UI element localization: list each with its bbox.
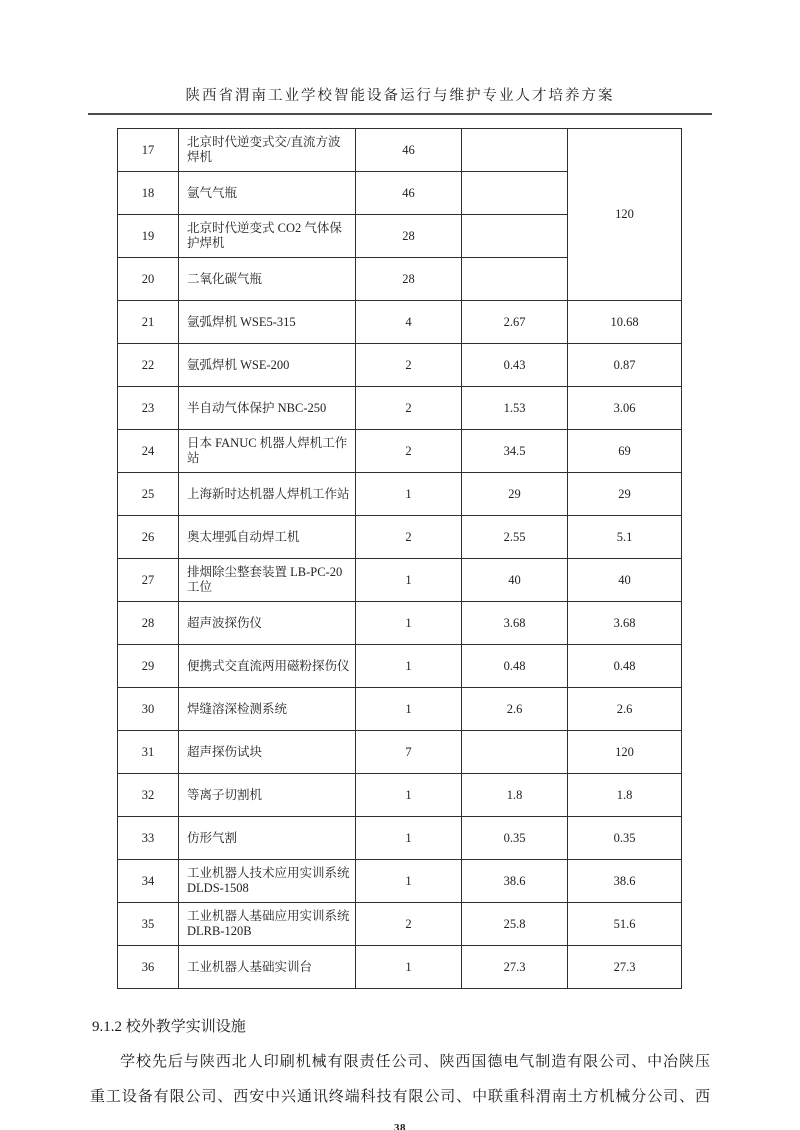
table-row [118,774,682,817]
cell-qty: 2 [356,387,462,430]
cell-unit [462,172,568,215]
cell-name: 工业机器人基础应用实训系统 DLRB-120B [179,903,356,946]
cell-name: 北京时代逆变式 CO2 气体保护焊机 [179,215,356,258]
table-row [118,860,682,903]
cell-no: 32 [118,774,179,817]
cell-qty: 1 [356,860,462,903]
header-rule [88,113,712,115]
cell-name: 奥太埋弧自动焊工机 [179,516,356,559]
cell-qty: 28 [356,215,462,258]
cell-no: 34 [118,860,179,903]
cell-total: 0.87 [568,344,682,387]
cell-qty: 1 [356,946,462,989]
cell-qty: 28 [356,258,462,301]
cell-unit: 29 [462,473,568,516]
cell-total: 3.06 [568,387,682,430]
cell-total: 120 [568,129,682,301]
cell-name: 便携式交直流两用磁粉探伤仪 [179,645,356,688]
table-row [118,602,682,645]
cell-total: 1.8 [568,774,682,817]
cell-qty: 4 [356,301,462,344]
cell-unit: 0.43 [462,344,568,387]
table-row [118,129,682,172]
cell-name: 工业机器人基础实训台 [179,946,356,989]
cell-total: 120 [568,731,682,774]
cell-total: 38.6 [568,860,682,903]
cell-name: 焊缝溶深检测系统 [179,688,356,731]
cell-unit [462,731,568,774]
table-row [118,817,682,860]
cell-total: 69 [568,430,682,473]
cell-total: 29 [568,473,682,516]
cell-no: 20 [118,258,179,301]
cell-unit: 2.55 [462,516,568,559]
cell-no: 30 [118,688,179,731]
table-row [118,688,682,731]
cell-unit [462,215,568,258]
cell-unit [462,258,568,301]
cell-no: 24 [118,430,179,473]
cell-name: 氩弧焊机 WSE5-315 [179,301,356,344]
cell-unit: 38.6 [462,860,568,903]
equipment-table-body [118,129,682,989]
cell-unit: 2.6 [462,688,568,731]
cell-unit: 27.3 [462,946,568,989]
cell-no: 18 [118,172,179,215]
cell-name: 半自动气体保护 NBC-250 [179,387,356,430]
cell-qty: 1 [356,473,462,516]
cell-no: 19 [118,215,179,258]
table-row [118,645,682,688]
cell-name: 仿形气割 [179,817,356,860]
cell-unit: 1.53 [462,387,568,430]
cell-qty: 2 [356,903,462,946]
cell-qty: 2 [356,430,462,473]
cell-name: 氩气气瓶 [179,172,356,215]
cell-unit: 3.68 [462,602,568,645]
table-row [118,903,682,946]
section-heading: 9.1.2 校外教学实训设施 [92,1019,246,1035]
page-number: 38 [394,1122,406,1130]
cell-total: 40 [568,559,682,602]
cell-no: 28 [118,602,179,645]
table-row [118,473,682,516]
cell-total: 3.68 [568,602,682,645]
cell-name: 排烟除尘整套装置 LB-PC-20 工位 [179,559,356,602]
cell-qty: 2 [356,516,462,559]
cell-no: 23 [118,387,179,430]
cell-unit: 40 [462,559,568,602]
cell-total: 51.6 [568,903,682,946]
cell-name: 工业机器人技术应用实训系统 DLDS-1508 [179,860,356,903]
cell-total: 5.1 [568,516,682,559]
cell-qty: 1 [356,688,462,731]
cell-no: 31 [118,731,179,774]
cell-unit: 34.5 [462,430,568,473]
cell-name: 超声探伤试块 [179,731,356,774]
cell-qty: 46 [356,172,462,215]
cell-no: 22 [118,344,179,387]
cell-qty: 7 [356,731,462,774]
cell-unit: 2.67 [462,301,568,344]
table-row [118,516,682,559]
cell-qty: 2 [356,344,462,387]
cell-name: 超声波探伤仪 [179,602,356,645]
cell-qty: 1 [356,602,462,645]
body-paragraph-line-1: 学校先后与陕西北人印刷机械有限责任公司、陕西国德电气制造有限公司、中冶陕压 [120,1054,710,1070]
cell-name: 氩弧焊机 WSE-200 [179,344,356,387]
cell-no: 36 [118,946,179,989]
cell-total: 10.68 [568,301,682,344]
table-row [118,731,682,774]
table-row [118,946,682,989]
table-row [118,301,682,344]
body-paragraph-line-2: 重工设备有限公司、西安中兴通讯终端科技有限公司、中联重科渭南土方机械分公司、西 [90,1089,710,1105]
cell-unit: 25.8 [462,903,568,946]
cell-total: 2.6 [568,688,682,731]
cell-qty: 46 [356,129,462,172]
table-row [118,344,682,387]
table-row [118,430,682,473]
cell-qty: 1 [356,559,462,602]
cell-name: 北京时代逆变式交/直流方波焊机 [179,129,356,172]
cell-name: 等离子切割机 [179,774,356,817]
cell-unit [462,129,568,172]
cell-no: 35 [118,903,179,946]
cell-no: 33 [118,817,179,860]
cell-unit: 1.8 [462,774,568,817]
table-row [118,387,682,430]
cell-qty: 1 [356,645,462,688]
page-header-title: 陕西省渭南工业学校智能设备运行与维护专业人才培养方案 [185,88,615,104]
cell-unit: 0.35 [462,817,568,860]
equipment-table [117,128,682,989]
cell-name: 上海新时达机器人焊机工作站 [179,473,356,516]
cell-no: 26 [118,516,179,559]
cell-qty: 1 [356,817,462,860]
cell-no: 21 [118,301,179,344]
table-row [118,559,682,602]
cell-no: 29 [118,645,179,688]
cell-unit: 0.48 [462,645,568,688]
cell-no: 17 [118,129,179,172]
cell-no: 27 [118,559,179,602]
cell-qty: 1 [356,774,462,817]
cell-no: 25 [118,473,179,516]
cell-total: 0.48 [568,645,682,688]
cell-total: 0.35 [568,817,682,860]
cell-total: 27.3 [568,946,682,989]
cell-name: 二氧化碳气瓶 [179,258,356,301]
cell-name: 日本 FANUC 机器人焊机工作站 [179,430,356,473]
